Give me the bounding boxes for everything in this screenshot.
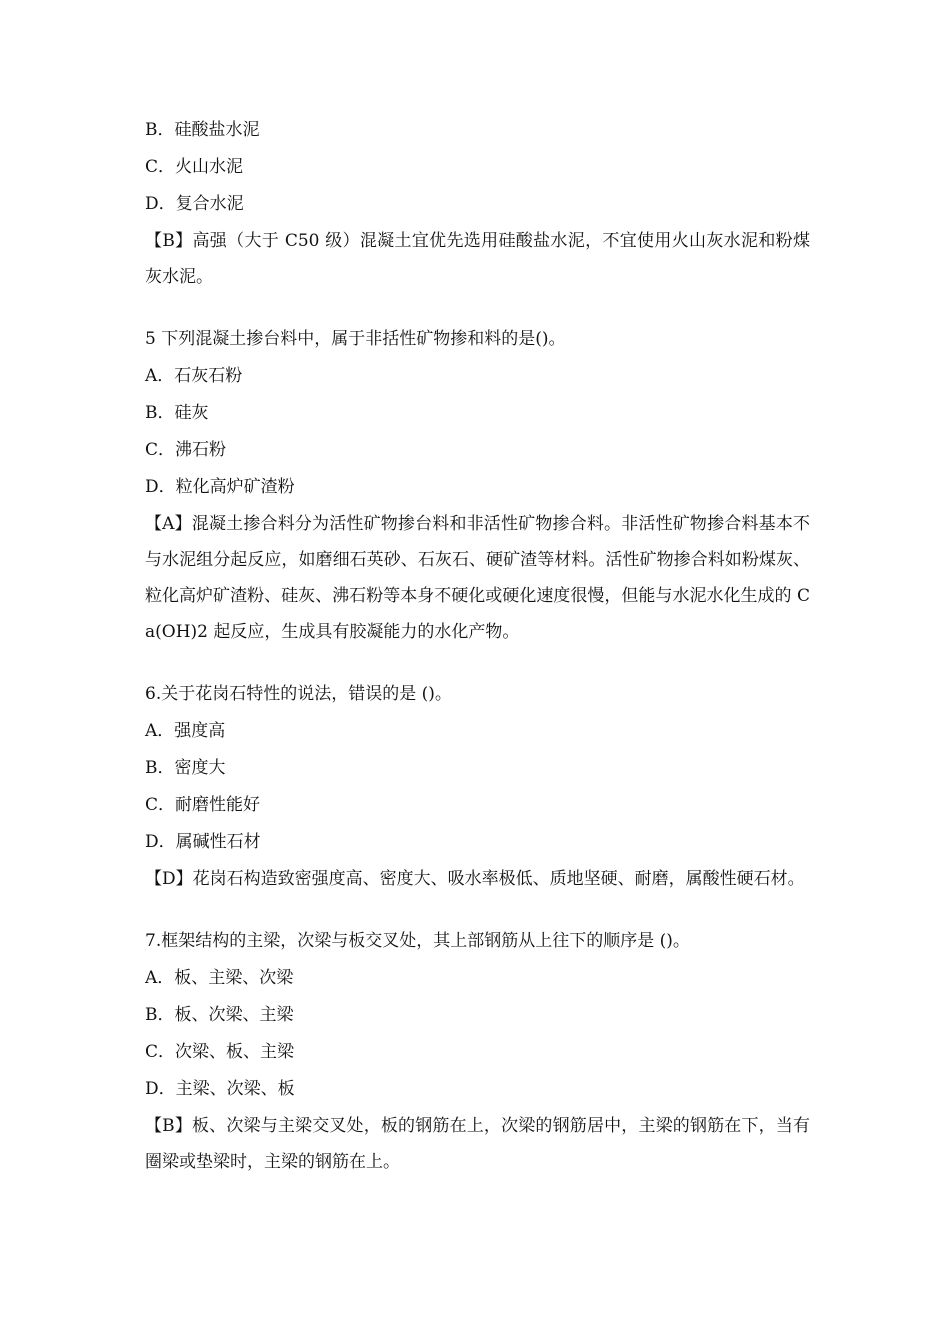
- answer-explanation: 【A】混凝土掺合料分为活性矿物掺台料和非活性矿物掺合料。非活性矿物掺合料基本不与水泥组分起反应，如磨细石英砂、石灰石、硬矿渣等材料。活性矿物掺合料如粉煤灰、粒化高炉矿渣粉、硅灰、沸石粉等本身不硬化或硬化速度很慢，但能与水泥水化生成的 Ca(OH)2 起反应，生成具有胶凝能力的水化产物。: [145, 514, 810, 642]
- option-b: B．板、次梁、主梁: [145, 1005, 294, 1025]
- option-b: B．硅灰: [145, 403, 209, 423]
- option-c: C．次梁、板、主梁: [145, 1042, 295, 1062]
- option-c: C．耐磨性能好: [145, 795, 261, 815]
- question-block-6: [145, 676, 810, 897]
- option-c: C．火山水泥: [145, 157, 244, 177]
- option-b: B．密度大: [145, 758, 226, 778]
- answer-explanation: 【D】花岗石构造致密强度高、密度大、吸水率极低、质地坚硬、耐磨，属酸性硬石材。: [145, 869, 805, 889]
- question-text: 6.关于花岗石特性的说法，错误的是 ()。: [145, 684, 452, 704]
- question-text: 7.框架结构的主梁，次梁与板交叉处，其上部钢筋从上往下的顺序是 ()。: [145, 931, 690, 951]
- spacer: [145, 650, 810, 676]
- question-block-4: [145, 112, 810, 295]
- option-b: B．硅酸盐水泥: [145, 120, 260, 140]
- spacer: [145, 295, 810, 321]
- question-text: 5 下列混凝土掺台料中，属于非括性矿物掺和料的是()。: [145, 329, 566, 349]
- answer-explanation: 【B】板、次梁与主梁交叉处，板的钢筋在上，次梁的钢筋居中，主梁的钢筋在下，当有圈梁或垫梁时，主梁的钢筋在上。: [145, 1116, 810, 1172]
- document-page: [145, 112, 810, 1180]
- question-block-5: [145, 321, 810, 650]
- option-a: A．石灰石粉: [145, 366, 243, 386]
- option-d: D．主梁、次梁、板: [145, 1079, 295, 1099]
- option-d: D．粒化高炉矿渣粉: [145, 477, 295, 497]
- option-c: C．沸石粉: [145, 440, 227, 460]
- answer-explanation: 【B】高强（大于 C50 级）混凝土宜优先选用硅酸盐水泥，不宜使用火山灰水泥和粉煤灰水泥。: [145, 231, 810, 287]
- option-a: A．强度高: [145, 721, 226, 741]
- question-block-7: [145, 923, 810, 1180]
- option-d: D．属碱性石材: [145, 832, 261, 852]
- spacer: [145, 897, 810, 923]
- option-d: D．复合水泥: [145, 194, 244, 214]
- option-a: A．板、主梁、次梁: [145, 968, 294, 988]
